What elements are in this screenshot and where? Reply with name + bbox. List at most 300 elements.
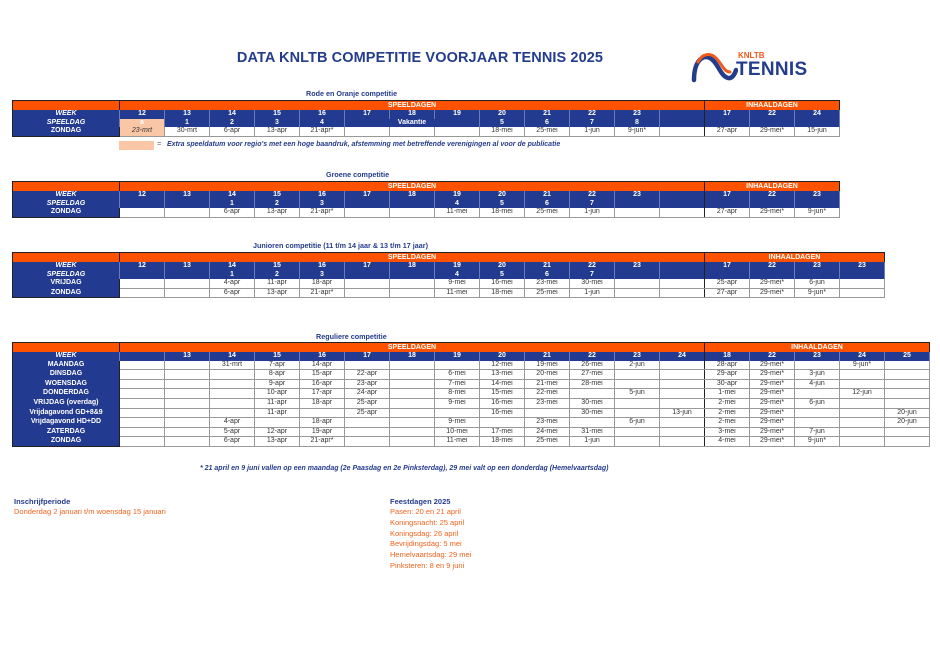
date-cell (165, 398, 210, 408)
row-label: ZONDAG (13, 288, 120, 298)
date-cell: 31-mei (570, 427, 615, 437)
date-cell: 6-jun (615, 418, 660, 428)
date-cell: 21-apr* (300, 208, 345, 217)
date-cell (435, 408, 480, 418)
date-cell: 25-apr (345, 398, 390, 408)
date-cell (165, 370, 210, 380)
date-cell: 21-apr* (300, 127, 345, 136)
speeldagen-header: SPEELDAGEN (120, 182, 705, 192)
inhaal-speeldag-cell (750, 271, 795, 280)
speeldag-cell: 1 (165, 119, 210, 128)
week-cell: 17 (345, 352, 390, 361)
week-cell: 17 (345, 110, 390, 119)
week-cell: 21 (525, 191, 570, 200)
date-cell (660, 370, 705, 380)
inhaal-week-cell: 23 (795, 352, 840, 361)
week-cell: 22 (570, 262, 615, 271)
vakantie-cell: Vakantie (345, 119, 480, 128)
inhaal-date-cell (840, 370, 885, 380)
inhaal-date-cell: 30-apr (705, 379, 750, 389)
speeldag-row (13, 200, 840, 209)
inhaal-speeldag-cell (795, 271, 840, 280)
date-cell (615, 208, 660, 217)
inhaal-date-cell (840, 398, 885, 408)
header-band-row (13, 182, 840, 192)
date-cell (660, 398, 705, 408)
date-cell: 27-mei (570, 370, 615, 380)
date-cell: 14-apr (300, 361, 345, 370)
inhaal-date-cell (795, 408, 840, 418)
week-cell: 23 (615, 191, 660, 200)
inhaal-date-cell: 29-mei* (750, 379, 795, 389)
date-cell: 24-mei (525, 427, 570, 437)
speeldagen-header: SPEELDAGEN (120, 343, 705, 353)
inhaal-week-cell: 25 (885, 352, 930, 361)
week-cell: 22 (570, 191, 615, 200)
date-cell (120, 361, 165, 370)
date-cell: 18-mei (480, 208, 525, 217)
date-cell: 1-jun (570, 127, 615, 136)
date-cell (390, 418, 435, 428)
date-cell: 11-mei (435, 288, 480, 298)
date-cell: 18-apr (300, 418, 345, 428)
date-row (13, 208, 840, 217)
row-label: VRIJDAG (overdag) (13, 398, 120, 408)
reguliere-table (12, 342, 930, 447)
date-cell: 5-apr (210, 427, 255, 437)
speeldag-cell: 3 (300, 271, 345, 280)
legend-text: Extra speeldatum voor regio's met een hoge baandruk, afstemming met betreffende verenigingen al voor de publicatie (167, 141, 561, 148)
week-cell: 14 (210, 352, 255, 361)
date-cell (210, 408, 255, 418)
groene-table (12, 181, 840, 218)
date-cell: 18-apr (300, 279, 345, 288)
page-title-text: DATA KNLTB COMPETITIE VOORJAAR TENNIS 2025 (236, 50, 604, 66)
date-cell: 23-apr (345, 379, 390, 389)
speeldag-cell: 4 (435, 271, 480, 280)
week-cell: 23 (615, 110, 660, 119)
week-cell: 12 (120, 191, 165, 200)
inhaal-week-cell: 23 (795, 191, 840, 200)
inhaaldagen-header: INHAALDAGEN (705, 182, 840, 192)
date-cell: 23-mei (525, 279, 570, 288)
date-cell (615, 437, 660, 447)
feestdag-item: Hemelvaartsdag: 29 mei (390, 550, 472, 560)
date-cell (660, 418, 705, 428)
week-cell: 15 (255, 262, 300, 271)
date-cell: 11-apr (255, 408, 300, 418)
speeldag-label: SPEELDAG (13, 200, 120, 209)
date-cell: 9-jun* (615, 127, 660, 136)
inhaaldagen-header: INHAALDAGEN (705, 101, 840, 111)
date-cell (390, 427, 435, 437)
date-cell (480, 418, 525, 428)
speeldag-cell: 5 (480, 119, 525, 128)
week-cell: 16 (300, 110, 345, 119)
date-cell: 19-apr (300, 427, 345, 437)
inhaal-speeldag-cell (705, 119, 750, 128)
speeldag-cell (120, 271, 165, 280)
inhaal-date-cell: 29-mei* (750, 398, 795, 408)
date-cell: 30-mrt (165, 127, 210, 136)
date-cell (435, 361, 480, 370)
inhaal-date-cell (885, 427, 930, 437)
date-cell: 17-mei (480, 427, 525, 437)
date-cell (120, 427, 165, 437)
speeldag-cell (615, 271, 660, 280)
date-cell: 11-apr (255, 279, 300, 288)
inhaal-date-cell: 1-mei (705, 389, 750, 399)
date-cell: 25-mei (525, 127, 570, 136)
speeldag-cell: 6 (525, 119, 570, 128)
rode-oranje-table (12, 100, 840, 137)
week-label: WEEK (13, 352, 120, 361)
date-row (13, 288, 885, 298)
date-row (13, 427, 930, 437)
inschrijf-text: Donderdag 2 januari t/m woensdag 15 januari (14, 507, 166, 516)
date-cell (525, 408, 570, 418)
week-cell: 18 (390, 262, 435, 271)
speeldag-cell (660, 200, 705, 209)
date-cell: 19-mei (525, 361, 570, 370)
date-cell: 23-mei (525, 418, 570, 428)
date-cell: 25-apr (345, 408, 390, 418)
inhaal-date-cell: 2-mei (705, 398, 750, 408)
date-cell: 22-apr (345, 370, 390, 380)
date-cell: 26-mei (570, 361, 615, 370)
date-cell (570, 389, 615, 399)
date-cell: 24-apr (345, 389, 390, 399)
inhaal-date-cell: 20-jun (885, 408, 930, 418)
week-cell: 16 (300, 352, 345, 361)
week-cell: 18 (390, 191, 435, 200)
week-cell: 20 (480, 262, 525, 271)
inhaal-date-cell (840, 408, 885, 418)
row-label: WOENSDAG (13, 379, 120, 389)
inhaal-date-cell (840, 379, 885, 389)
inhaal-date-cell: 29-mei* (750, 127, 795, 136)
date-cell (165, 389, 210, 399)
speeldag-label: SPEELDAG (13, 271, 120, 280)
date-cell (120, 418, 165, 428)
date-cell: 8-mei (435, 389, 480, 399)
speeldag-cell (660, 119, 705, 128)
date-cell (390, 408, 435, 418)
date-row (13, 408, 930, 418)
date-cell (345, 127, 390, 136)
week-cell: 13 (165, 262, 210, 271)
speeldag-cell (345, 271, 390, 280)
week-cell: 23 (615, 352, 660, 361)
date-cell: 16-mei (480, 398, 525, 408)
date-cell (120, 208, 165, 217)
date-cell (660, 361, 705, 370)
inhaal-date-cell: 15-jun (795, 127, 840, 136)
date-cell (165, 361, 210, 370)
date-cell (165, 418, 210, 428)
date-cell: 25-mei (525, 208, 570, 217)
date-cell (390, 379, 435, 389)
inhaaldagen-header: INHAALDAGEN (705, 253, 885, 263)
date-cell (120, 437, 165, 447)
date-cell (120, 389, 165, 399)
speeldag-cell (660, 271, 705, 280)
date-cell: 11-mei (435, 208, 480, 217)
date-cell (345, 418, 390, 428)
speeldag-cell: 2 (255, 200, 300, 209)
inhaal-week-cell: 24 (795, 110, 840, 119)
week-cell: 19 (435, 262, 480, 271)
tennis-swoosh-icon (690, 48, 738, 84)
speeldag-cell: 6 (525, 200, 570, 209)
week-cell (660, 262, 705, 271)
date-cell: 11-apr (255, 398, 300, 408)
header-band-row (13, 343, 930, 353)
date-cell (120, 279, 165, 288)
date-cell: 13-jun (660, 408, 705, 418)
date-cell: 4-apr (210, 279, 255, 288)
inhaal-date-cell: 6-jun (795, 279, 840, 288)
date-cell: 13-apr (255, 288, 300, 298)
date-cell (615, 427, 660, 437)
inhaal-speeldag-cell (750, 119, 795, 128)
inhaal-date-cell: 3-mei (705, 427, 750, 437)
date-cell: 13-mei (480, 370, 525, 380)
date-cell: 22-mei (525, 389, 570, 399)
inhaal-speeldag-cell (795, 119, 840, 128)
inhaal-date-cell: 29-mei* (750, 408, 795, 418)
date-cell: 21-apr* (300, 288, 345, 298)
inhaal-speeldag-cell (840, 271, 885, 280)
date-cell (345, 288, 390, 298)
feestdag-item: Bevrijdingsdag: 5 mei (390, 539, 462, 549)
inhaal-date-cell: 29-mei* (750, 370, 795, 380)
header-band-row (13, 253, 885, 263)
speeldag-cell: 2 (210, 119, 255, 128)
speeldag-cell (615, 200, 660, 209)
week-cell: 20 (480, 352, 525, 361)
date-cell (120, 370, 165, 380)
date-cell: 15-mei (480, 389, 525, 399)
inschrijf-title: Inschrijfperiode (14, 497, 71, 506)
week-cell: 18 (390, 352, 435, 361)
date-cell: 12-mei (480, 361, 525, 370)
inhaal-week-cell: 24 (840, 352, 885, 361)
week-cell: 19 (435, 352, 480, 361)
speeldag-cell: 3 (255, 119, 300, 128)
date-cell (390, 437, 435, 447)
date-cell: 1-jun (570, 208, 615, 217)
date-cell (390, 370, 435, 380)
date-cell: 9-mei (435, 398, 480, 408)
date-cell: 18-mei (480, 127, 525, 136)
date-cell (660, 389, 705, 399)
week-cell: 21 (525, 110, 570, 119)
inhaal-date-cell: 29-mei* (750, 361, 795, 370)
inhaal-speeldag-cell (750, 200, 795, 209)
inhaal-date-cell: 4-mei (705, 437, 750, 447)
header-band-row (13, 101, 840, 111)
date-cell (390, 279, 435, 288)
date-row (13, 437, 930, 447)
date-cell (210, 370, 255, 380)
date-cell (615, 288, 660, 298)
date-cell: 18-apr (300, 398, 345, 408)
inhaal-date-cell: 29-mei* (750, 208, 795, 217)
date-cell: 13-apr (255, 437, 300, 447)
week-cell: 22 (570, 352, 615, 361)
row-label: ZONDAG (13, 208, 120, 217)
inhaal-week-cell: 18 (705, 352, 750, 361)
inhaal-week-cell: 22 (750, 191, 795, 200)
date-cell: 18-mei (480, 437, 525, 447)
speeldag-cell (390, 271, 435, 280)
logo-tennis: TENNIS (736, 59, 808, 80)
speeldag-label: SPEELDAG (13, 119, 120, 128)
inhaal-date-cell (840, 288, 885, 298)
date-cell (345, 427, 390, 437)
date-cell (660, 208, 705, 217)
feestdag-item: Pasen: 20 en 21 april (390, 507, 461, 516)
inhaal-date-cell (885, 361, 930, 370)
inhaal-date-cell (885, 389, 930, 399)
week-cell: 12 (120, 110, 165, 119)
date-cell (390, 389, 435, 399)
week-label: WEEK (13, 262, 120, 271)
inhaal-date-cell: 27-apr (705, 127, 750, 136)
speeldag-cell: 5 (480, 200, 525, 209)
date-row (13, 361, 930, 370)
speeldag-cell (165, 271, 210, 280)
inhaal-speeldag-cell (705, 271, 750, 280)
date-cell: 16-mei (480, 279, 525, 288)
inhaal-speeldag-cell (705, 200, 750, 209)
date-row (13, 389, 930, 399)
week-cell: 12 (120, 262, 165, 271)
speeldag-cell (120, 200, 165, 209)
row-label: Vrijdagavond HD+DD (13, 418, 120, 428)
date-cell (390, 361, 435, 370)
date-cell: 16-mei (480, 408, 525, 418)
speeldag-cell: 6 (525, 271, 570, 280)
date-cell (615, 398, 660, 408)
date-cell: 7-mei (435, 379, 480, 389)
date-cell: 10-mei (435, 427, 480, 437)
week-cell: 19 (435, 110, 480, 119)
week-cell: 22 (570, 110, 615, 119)
date-cell: 25-mei (525, 288, 570, 298)
date-cell: 6-apr (210, 127, 255, 136)
inhaal-date-cell: 2-mei (705, 418, 750, 428)
inhaal-date-cell: 9-jun* (795, 437, 840, 447)
date-cell (435, 127, 480, 136)
inhaal-date-cell: 6-jun (795, 398, 840, 408)
week-cell: 16 (300, 262, 345, 271)
date-cell: 9-mei (435, 279, 480, 288)
inhaal-speeldag-cell (795, 200, 840, 209)
date-cell (615, 379, 660, 389)
inhaal-date-cell (840, 437, 885, 447)
date-cell: 9-mei (435, 418, 480, 428)
date-cell (660, 427, 705, 437)
date-cell: 30-mei (570, 398, 615, 408)
inhaal-date-cell: 27-apr (705, 288, 750, 298)
speeldagen-header: SPEELDAGEN (120, 101, 705, 111)
footnote: * 21 april en 9 juni vallen op een maandag (2e Paasdag en 2e Pinksterdag), 29 mei valt op een donderdag (Hemelvaartsdag) (200, 465, 609, 472)
date-cell (615, 408, 660, 418)
header-band-blank (13, 182, 120, 192)
inhaal-date-cell (795, 389, 840, 399)
week-cell: 21 (525, 262, 570, 271)
inhaal-date-cell: 29-mei* (750, 389, 795, 399)
speeldag-cell: 5 (480, 271, 525, 280)
week-label: WEEK (13, 191, 120, 200)
inhaal-date-cell: 9-jun* (795, 208, 840, 217)
date-cell: 30-mei (570, 279, 615, 288)
inhaal-week-cell: 17 (705, 262, 750, 271)
speeldag-row (13, 271, 885, 280)
feestdagen-title: Feestdagen 2025 (390, 497, 451, 506)
inhaal-date-cell (885, 379, 930, 389)
inhaal-date-cell (795, 418, 840, 428)
date-cell (165, 288, 210, 298)
week-cell: 20 (480, 110, 525, 119)
date-cell: 21-mei (525, 379, 570, 389)
week-cell: 23 (615, 262, 660, 271)
inhaal-date-cell (840, 418, 885, 428)
junioren-table (12, 252, 885, 298)
inhaal-week-cell: 22 (750, 110, 795, 119)
section-title-reguliere: Reguliere competitie (316, 332, 387, 341)
date-cell: 2-jun (615, 361, 660, 370)
date-cell: 25-mei (525, 437, 570, 447)
week-cell: 14 (210, 262, 255, 271)
inhaal-date-cell: 9-jun* (840, 361, 885, 370)
row-label: ZONDAG (13, 437, 120, 447)
inhaal-date-cell: 29-mei* (750, 288, 795, 298)
inhaal-date-cell: 27-apr (705, 208, 750, 217)
inhaal-date-cell: 29-mei* (750, 418, 795, 428)
date-cell: 21-apr* (300, 437, 345, 447)
date-cell: 7-apr (255, 361, 300, 370)
inhaal-date-cell: 12-jun (840, 389, 885, 399)
speeldag-row (13, 119, 840, 128)
date-row (13, 418, 930, 428)
inhaaldagen-header: INHAALDAGEN (705, 343, 930, 353)
inhaal-date-cell (885, 398, 930, 408)
date-cell: 30-mei (570, 408, 615, 418)
date-cell: 13-apr (255, 208, 300, 217)
date-cell: 6-apr (210, 437, 255, 447)
row-label: DONDERDAG (13, 389, 120, 399)
inhaal-date-cell: 29-mei* (750, 427, 795, 437)
feestdag-item: Koningsnacht: 25 april (390, 517, 465, 527)
speeldagen-header: SPEELDAGEN (120, 253, 705, 263)
inhaal-date-cell: 20-jun (885, 418, 930, 428)
date-cell (120, 288, 165, 298)
date-cell (660, 288, 705, 298)
feestdag-item: Pinksteren: 8 en 9 juni (390, 560, 465, 570)
speeldag-cell: 7 (570, 200, 615, 209)
date-row (13, 398, 930, 408)
inhaal-date-cell: 9-jun* (795, 288, 840, 298)
inhaal-date-cell (885, 437, 930, 447)
week-cell: 13 (165, 352, 210, 361)
speeldag-cell (390, 200, 435, 209)
legend-swatch (119, 141, 154, 150)
inhaal-date-cell: 7-jun (795, 427, 840, 437)
date-cell (390, 288, 435, 298)
